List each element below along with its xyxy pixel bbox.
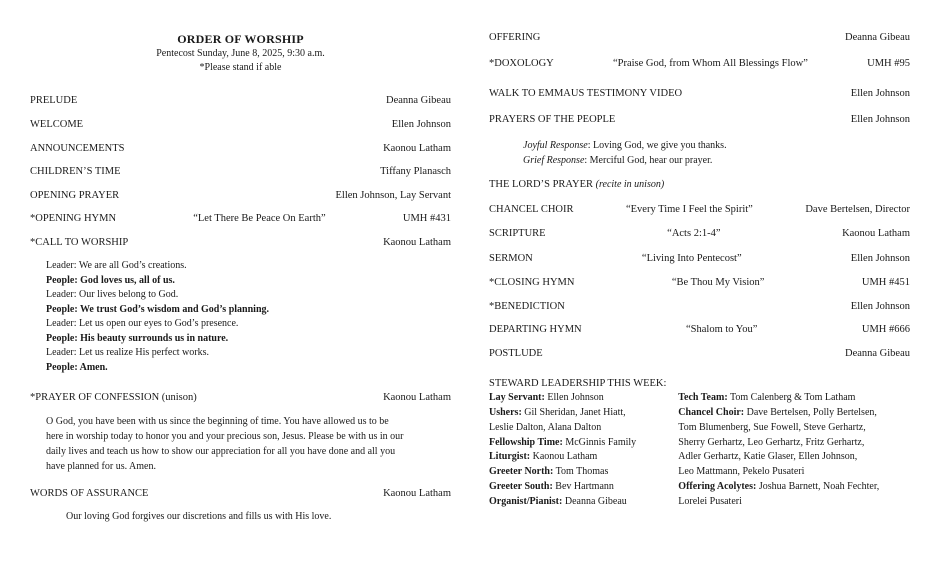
joyful-response — [523, 139, 910, 154]
item-label: WALK TO EMMAUS TESTIMONY VIDEO — [489, 88, 683, 99]
steward-title: STEWARD LEADERSHIP THIS WEEK: — [489, 378, 667, 389]
item-offering — [489, 31, 910, 44]
item-leader: Ellen Johnson — [850, 253, 910, 264]
steward-choir-cont: Leo Mattmann, Pekelo Pusateri — [678, 466, 805, 478]
item-label: *OPENING HYMN — [30, 213, 117, 224]
item-label: ANNOUNCEMENTS — [30, 143, 125, 154]
joyful-response-label: Joyful Response — [523, 140, 588, 151]
item-opening-prayer — [30, 189, 451, 202]
scripture-reference: “Acts 2:1-4” — [667, 228, 721, 239]
hymn-title: “Praise God, from Whom All Blessings Flow” — [612, 58, 808, 69]
hymn-number: UMH #95 — [867, 58, 910, 69]
item-leader: Ellen Johnson — [850, 88, 910, 99]
item-leader: Tiffany Planasch — [380, 166, 451, 177]
item-departing-hymn — [489, 323, 910, 336]
item-postlude — [489, 347, 910, 360]
hymn-title: “Be Thou My Vision” — [671, 277, 765, 288]
item-words-of-assurance — [30, 487, 451, 500]
item-doxology — [489, 57, 910, 70]
item-leader: Kaonou Latham — [842, 228, 910, 239]
hymn-number: UMH #451 — [861, 277, 910, 288]
steward-greeter-south: Greeter South: Bev Hartmann — [489, 480, 614, 492]
item-leader: Ellen Johnson — [391, 119, 451, 130]
confession-line: here in worship today to honor you and your precious son, Jesus. Please be with us in our — [46, 431, 404, 442]
item-leader: Dave Bertelsen, Director — [805, 204, 910, 215]
litany-leader-line: Leader: Let us open our eyes to God’s presence. — [46, 318, 239, 329]
call-to-worship-litany — [30, 259, 451, 375]
item-label: *CLOSING HYMN — [489, 277, 575, 288]
prayer-responses — [489, 139, 910, 168]
steward-ushers: Ushers: Gil Sheridan, Janet Hiatt, — [489, 406, 626, 418]
confession-line: daily lives and teach us how to show our appreciation for all you have done and all you — [46, 446, 396, 457]
item-chancel-choir — [489, 203, 910, 216]
item-benediction — [489, 300, 910, 313]
item-opening-hymn — [30, 212, 451, 225]
confession-line: O God, you have been with us since the beginning of time. You have allowed us to be — [46, 416, 389, 427]
litany-people-line: People: We trust God’s wisdom and God’s planning. — [46, 303, 270, 315]
item-leader: Deanna Gibeau — [385, 95, 451, 106]
item-walk-to-emmaus — [489, 87, 910, 100]
item-childrens-time — [30, 165, 451, 178]
item-prayer-of-confession — [30, 391, 451, 404]
steward-lay-servant: Lay Servant: Ellen Johnson — [489, 392, 604, 404]
steward-acolytes-cont: Lorelei Pusateri — [678, 495, 742, 507]
hymn-title: “Shalom to You” — [686, 324, 758, 335]
item-label: *PRAYER OF CONFESSION (unison) — [30, 392, 197, 403]
steward-liturgist: Liturgist: Kaonou Latham — [489, 451, 598, 463]
litany-leader-line: Leader: Let us realize His perfect works. — [46, 347, 209, 358]
item-label: SCRIPTURE — [489, 228, 546, 239]
steward-leadership — [489, 377, 910, 510]
item-label: OPENING PRAYER — [30, 190, 120, 201]
item-label: CHILDREN’S TIME — [30, 166, 121, 177]
unison-note: (recite in unison) — [595, 179, 665, 190]
steward-greeter-north: Greeter North: Tom Thomas — [489, 466, 609, 478]
title-block — [30, 32, 451, 74]
anthem-title: “Every Time I Feel the Spirit” — [625, 204, 753, 215]
steward-fellowship: Fellowship Time: McGinnis Family — [489, 436, 637, 448]
item-label: *BENEDICTION — [489, 301, 565, 312]
joyful-response-text: : Loving God, we give you thanks. — [587, 140, 727, 151]
hymn-number: UMH #666 — [861, 324, 910, 335]
item-call-to-worship — [30, 236, 451, 249]
sermon-title: “Living Into Pentecost” — [641, 253, 742, 264]
steward-col-1 — [489, 391, 678, 509]
litany-leader-line: Leader: Our lives belong to God. — [46, 289, 179, 300]
item-label: OFFERING — [489, 32, 541, 43]
steward-choir-cont: Adler Gerhartz, Katie Glaser, Ellen Johnson, — [678, 451, 858, 463]
item-prelude — [30, 94, 451, 107]
item-welcome — [30, 118, 451, 131]
grief-response-label: Grief Response — [523, 154, 585, 166]
item-leader: Kaonou Latham — [383, 488, 451, 499]
confession-text — [30, 414, 451, 474]
grief-response-text: : Merciful God, hear our prayer. — [584, 154, 713, 166]
item-label: PRELUDE — [30, 95, 78, 106]
hymn-number: UMH #431 — [402, 213, 451, 224]
item-announcements — [30, 142, 451, 155]
item-label: CHANCEL CHOIR — [489, 204, 574, 215]
item-label: SERMON — [489, 253, 533, 264]
steward-acolytes: Offering Acolytes: Joshua Barnett, Noah Fechter, — [678, 480, 880, 492]
item-label: WELCOME — [30, 119, 84, 130]
steward-tech-team: Tech Team: Tom Calenberg & Tom Latham — [678, 392, 856, 404]
item-leader: Deanna Gibeau — [844, 348, 910, 359]
hymn-title: “Let There Be Peace On Earth” — [193, 213, 326, 224]
item-label: WORDS OF ASSURANCE — [30, 488, 149, 499]
item-label: THE LORD’S PRAYER (recite in unison) — [489, 179, 665, 190]
stand-note: *Please stand if able — [199, 61, 282, 73]
item-label: *DOXOLOGY — [489, 58, 554, 69]
litany-people-line: People: God loves us, all of us. — [46, 274, 175, 286]
steward-choir-cont: Tom Blumenberg, Sue Fowell, Steve Gerhartz, — [678, 421, 866, 433]
item-closing-hymn — [489, 276, 910, 289]
litany-leader-line: Leader: We are all God’s creations. — [46, 260, 187, 271]
item-leader: Ellen Johnson — [850, 114, 910, 125]
item-leader: Ellen Johnson, Lay Servant — [335, 190, 451, 201]
item-label: PRAYERS OF THE PEOPLE — [489, 114, 616, 125]
item-leader: Ellen Johnson — [850, 301, 910, 312]
item-lords-prayer — [489, 178, 910, 192]
item-leader: Kaonou Latham — [383, 143, 451, 154]
steward-grid — [489, 391, 910, 509]
item-label: DEPARTING HYMN — [489, 324, 582, 335]
steward-col-2 — [678, 391, 910, 509]
service-date: Pentecost Sunday, June 8, 2025, 9:30 a.m. — [156, 48, 325, 59]
page-title: ORDER OF WORSHIP — [177, 32, 304, 46]
steward-choir-cont: Sherry Gerhartz, Leo Gerhartz, Fritz Gerhartz, — [678, 436, 865, 448]
steward-ushers-cont: Leslie Dalton, Alana Dalton — [489, 421, 602, 433]
item-label: *CALL TO WORSHIP — [30, 237, 129, 248]
item-leader: Kaonou Latham — [383, 392, 451, 403]
assurance-text: Our loving God forgives our discretions and fills us with His love. — [66, 511, 332, 522]
steward-chancel-choir: Chancel Choir: Dave Bertelsen, Polly Bertelsen, — [678, 406, 877, 418]
litany-people-line: People: His beauty surrounds us in nature. — [46, 332, 229, 344]
item-leader: Deanna Gibeau — [844, 32, 910, 43]
litany-people-line: People: Amen. — [46, 361, 108, 373]
steward-organist: Organist/Pianist: Deanna Gibeau — [489, 495, 627, 507]
item-leader: Kaonou Latham — [383, 237, 451, 248]
confession-line: have planned for us. Amen. — [46, 461, 156, 472]
grief-response — [523, 154, 910, 169]
item-sermon — [489, 252, 910, 265]
left-column — [30, 0, 451, 522]
item-scripture — [489, 227, 910, 240]
item-label: POSTLUDE — [489, 348, 543, 359]
item-prayers-of-people — [489, 113, 910, 126]
